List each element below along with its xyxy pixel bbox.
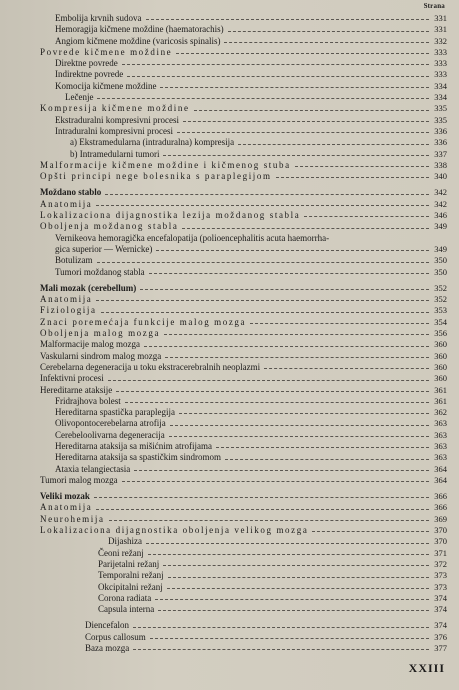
toc-entry-page: 377	[434, 643, 447, 654]
toc-entry-page: 376	[434, 631, 447, 642]
toc-entry-title: Intraduralni kompresivni procesi	[55, 125, 173, 136]
toc-entry-page: 360	[434, 361, 447, 372]
toc-entry-title: Povrede kičmene moždine	[40, 46, 173, 57]
toc-entry-title: Čeoni režanj	[98, 547, 144, 558]
toc-entry-title: Komocija kičmene moždine	[55, 80, 157, 91]
toc-entry-page: 372	[434, 558, 447, 569]
toc-entry-page: 363	[434, 429, 447, 440]
toc-entry-page: 370	[434, 525, 447, 536]
toc-entry	[0, 221, 459, 232]
toc-entry-title: Anatomija	[40, 294, 93, 305]
toc-entry-title: Diencefalon	[85, 620, 129, 631]
toc-entry-title: gica superior — Wernicke)	[55, 243, 153, 254]
table-of-contents	[0, 13, 459, 654]
toc-entry-title: Temporalni režanj	[98, 570, 164, 581]
toc-entry-page: 360	[434, 339, 447, 350]
toc-entry-page: 363	[434, 452, 447, 463]
toc-entry-page: 333	[434, 58, 447, 69]
toc-entry	[0, 267, 459, 278]
toc-entry-title: Cerebelarna degeneracija u toku ekstracerebralnih neoplazmi	[40, 361, 261, 372]
toc-entry-title: Embolija krvnih sudova	[55, 13, 142, 23]
toc-entry-title: Cerebeloolivarna degeneracija	[55, 429, 165, 440]
toc-entry-page: 335	[434, 103, 447, 114]
toc-entry-page: 338	[434, 159, 447, 170]
toc-entry-title: Corona radiata	[98, 592, 152, 603]
toc-entry	[0, 475, 459, 486]
toc-entry-page: 366	[434, 502, 447, 513]
toc-entry-title: Angiom kičmene moždine (varicosis spinalis)	[55, 35, 221, 46]
toc-entry-title: Kompresija kičmene moždine	[40, 103, 190, 114]
toc-entry-title: Malformacije malog mozga	[40, 339, 140, 350]
toc-entry-title: Capsula interna	[98, 604, 155, 615]
toc-entry	[0, 643, 459, 654]
leader-line	[182, 216, 429, 228]
toc-entry-page: 373	[434, 581, 447, 592]
toc-entry-page: 353	[434, 305, 447, 316]
toc-entry-title: Indirektne povrede	[55, 69, 124, 80]
toc-entry-title: Veliki mozak	[40, 491, 90, 502]
toc-entry-title: Fiziologija	[40, 305, 97, 316]
toc-entry-page: 369	[434, 513, 447, 524]
toc-entry-title: Corpus callosum	[85, 631, 146, 642]
toc-entry-page: 361	[434, 395, 447, 406]
toc-entry-title: Oboljenja malog mozga	[40, 328, 161, 339]
toc-entry-title: Tumori malog mozga	[40, 474, 118, 485]
toc-entry-title: Hereditarna spastička paraplegija	[55, 407, 175, 418]
toc-entry-title: Anatomija	[40, 198, 93, 209]
toc-entry-page: 370	[434, 536, 447, 547]
toc-entry-title: Moždano stablo	[40, 187, 102, 198]
toc-entry-page: 360	[434, 350, 447, 361]
toc-entry-page: 342	[434, 187, 447, 198]
toc-entry-title: Hereditarne ataksije	[40, 384, 113, 395]
toc-entry-title: Fridrajhova bolest	[55, 395, 121, 406]
toc-entry-page: 349	[434, 243, 447, 254]
toc-entry-title: Vernikeova hemoragička encefalopatija (polioencephalitis acuta haemorrha-	[55, 232, 330, 243]
toc-entry-page: 371	[434, 547, 447, 558]
leader-line	[276, 166, 429, 178]
toc-entry-page: 337	[434, 148, 447, 159]
toc-entry-page: 356	[434, 328, 447, 339]
toc-entry-title: Hereditarna ataksija sa spastičkim sindromom	[55, 452, 221, 463]
toc-entry-title: Neurohemija	[40, 513, 105, 524]
toc-entry-title: Malformacije kičmene moždine i kičmenog stuba	[40, 159, 291, 170]
toc-entry-title: Okcipitalni režanj	[98, 581, 163, 592]
toc-entry-title: Oboljenja moždanog stabla	[40, 221, 179, 232]
toc-entry-page: 363	[434, 440, 447, 451]
toc-entry-page: 333	[434, 46, 447, 57]
toc-entry-page: 354	[434, 316, 447, 327]
toc-entry-page: 331	[434, 24, 447, 35]
toc-entry-title: Opšti principi nege bolesnika s paraplegijom	[40, 171, 272, 182]
toc-entry-page: 364	[434, 463, 447, 474]
toc-entry-page: 373	[434, 570, 447, 581]
toc-entry-page: 352	[434, 294, 447, 305]
toc-entry-title: Ataxia telangiectasia	[55, 463, 131, 474]
toc-entry-title: Znaci poremećaja funkcije malog mozga	[40, 316, 247, 327]
toc-entry-title: Infektivni procesi	[40, 373, 104, 384]
toc-entry-title: Lokalizaciona dijagnostika oboljenja velikog mozga	[40, 525, 309, 536]
toc-entry-page: 374	[434, 592, 447, 603]
toc-entry-page: 361	[434, 384, 447, 395]
toc-entry-page: 336	[434, 137, 447, 148]
toc-entry-page: 340	[434, 171, 447, 182]
toc-entry-title: Lokalizaciona dijagnostika lezija moždanog stabla	[40, 210, 301, 221]
toc-entry-title: Tumori moždanog stabla	[55, 266, 145, 277]
page-folio: XXIII	[408, 661, 445, 675]
toc-entry-title: Hereditarna ataksija sa mišićnim atrofijama	[55, 440, 212, 451]
leader-line	[149, 262, 429, 274]
toc-entry-page: 374	[434, 620, 447, 631]
leader-line	[158, 599, 429, 611]
toc-entry-title: Anatomija	[40, 502, 93, 513]
toc-entry-page: 334	[434, 92, 447, 103]
toc-entry-page: 352	[434, 282, 447, 293]
leader-line	[122, 470, 429, 482]
toc-entry-page: 342	[434, 198, 447, 209]
toc-entry-title: Direktne povrede	[55, 58, 118, 69]
toc-entry-page: 331	[434, 13, 447, 23]
toc-entry-title: Mali mozak (cerebellum)	[40, 282, 137, 293]
toc-entry-title: a) Ekstramedularna (intraduralna) kompresija	[70, 137, 235, 148]
toc-entry-page: 364	[434, 474, 447, 485]
toc-entry-title: Baza mozga	[85, 643, 130, 654]
toc-entry-page: 335	[434, 114, 447, 125]
toc-entry-page: 360	[434, 373, 447, 384]
toc-entry	[0, 604, 459, 615]
page-column-header: Strana	[423, 2, 445, 10]
toc-entry-title: Lečenje	[65, 92, 94, 103]
toc-entry-title: Olivopontocerebelarna atrofija	[55, 418, 166, 429]
toc-entry-title: Dijashiza	[108, 536, 142, 547]
toc-entry-page: 350	[434, 255, 447, 266]
toc-entry-title: Vaskularni sindrom malog mozga	[40, 350, 162, 361]
toc-entry-title: Parijetalni režanj	[98, 558, 160, 569]
toc-entry-page: 332	[434, 35, 447, 46]
toc-entry-page: 363	[434, 418, 447, 429]
toc-entry-title: Ekstraduralni kompresivni procesi	[55, 114, 179, 125]
toc-entry-page: 346	[434, 210, 447, 221]
toc-entry-page: 334	[434, 80, 447, 91]
toc-entry-page: 366	[434, 491, 447, 502]
toc-entry-title: b) Intramedularni tumori	[70, 148, 160, 159]
toc-entry-page: 336	[434, 125, 447, 136]
toc-entry-page: 362	[434, 407, 447, 418]
toc-entry-title: Hemoragija kičmene moždine (haematorachis)	[55, 24, 224, 35]
leader-line	[133, 638, 429, 650]
toc-entry-title: Botulizam	[55, 255, 93, 266]
toc-entry-page: 333	[434, 69, 447, 80]
toc-entry	[0, 171, 459, 182]
toc-entry-page: 349	[434, 221, 447, 232]
toc-entry-page: 350	[434, 266, 447, 277]
toc-entry-page: 374	[434, 604, 447, 615]
